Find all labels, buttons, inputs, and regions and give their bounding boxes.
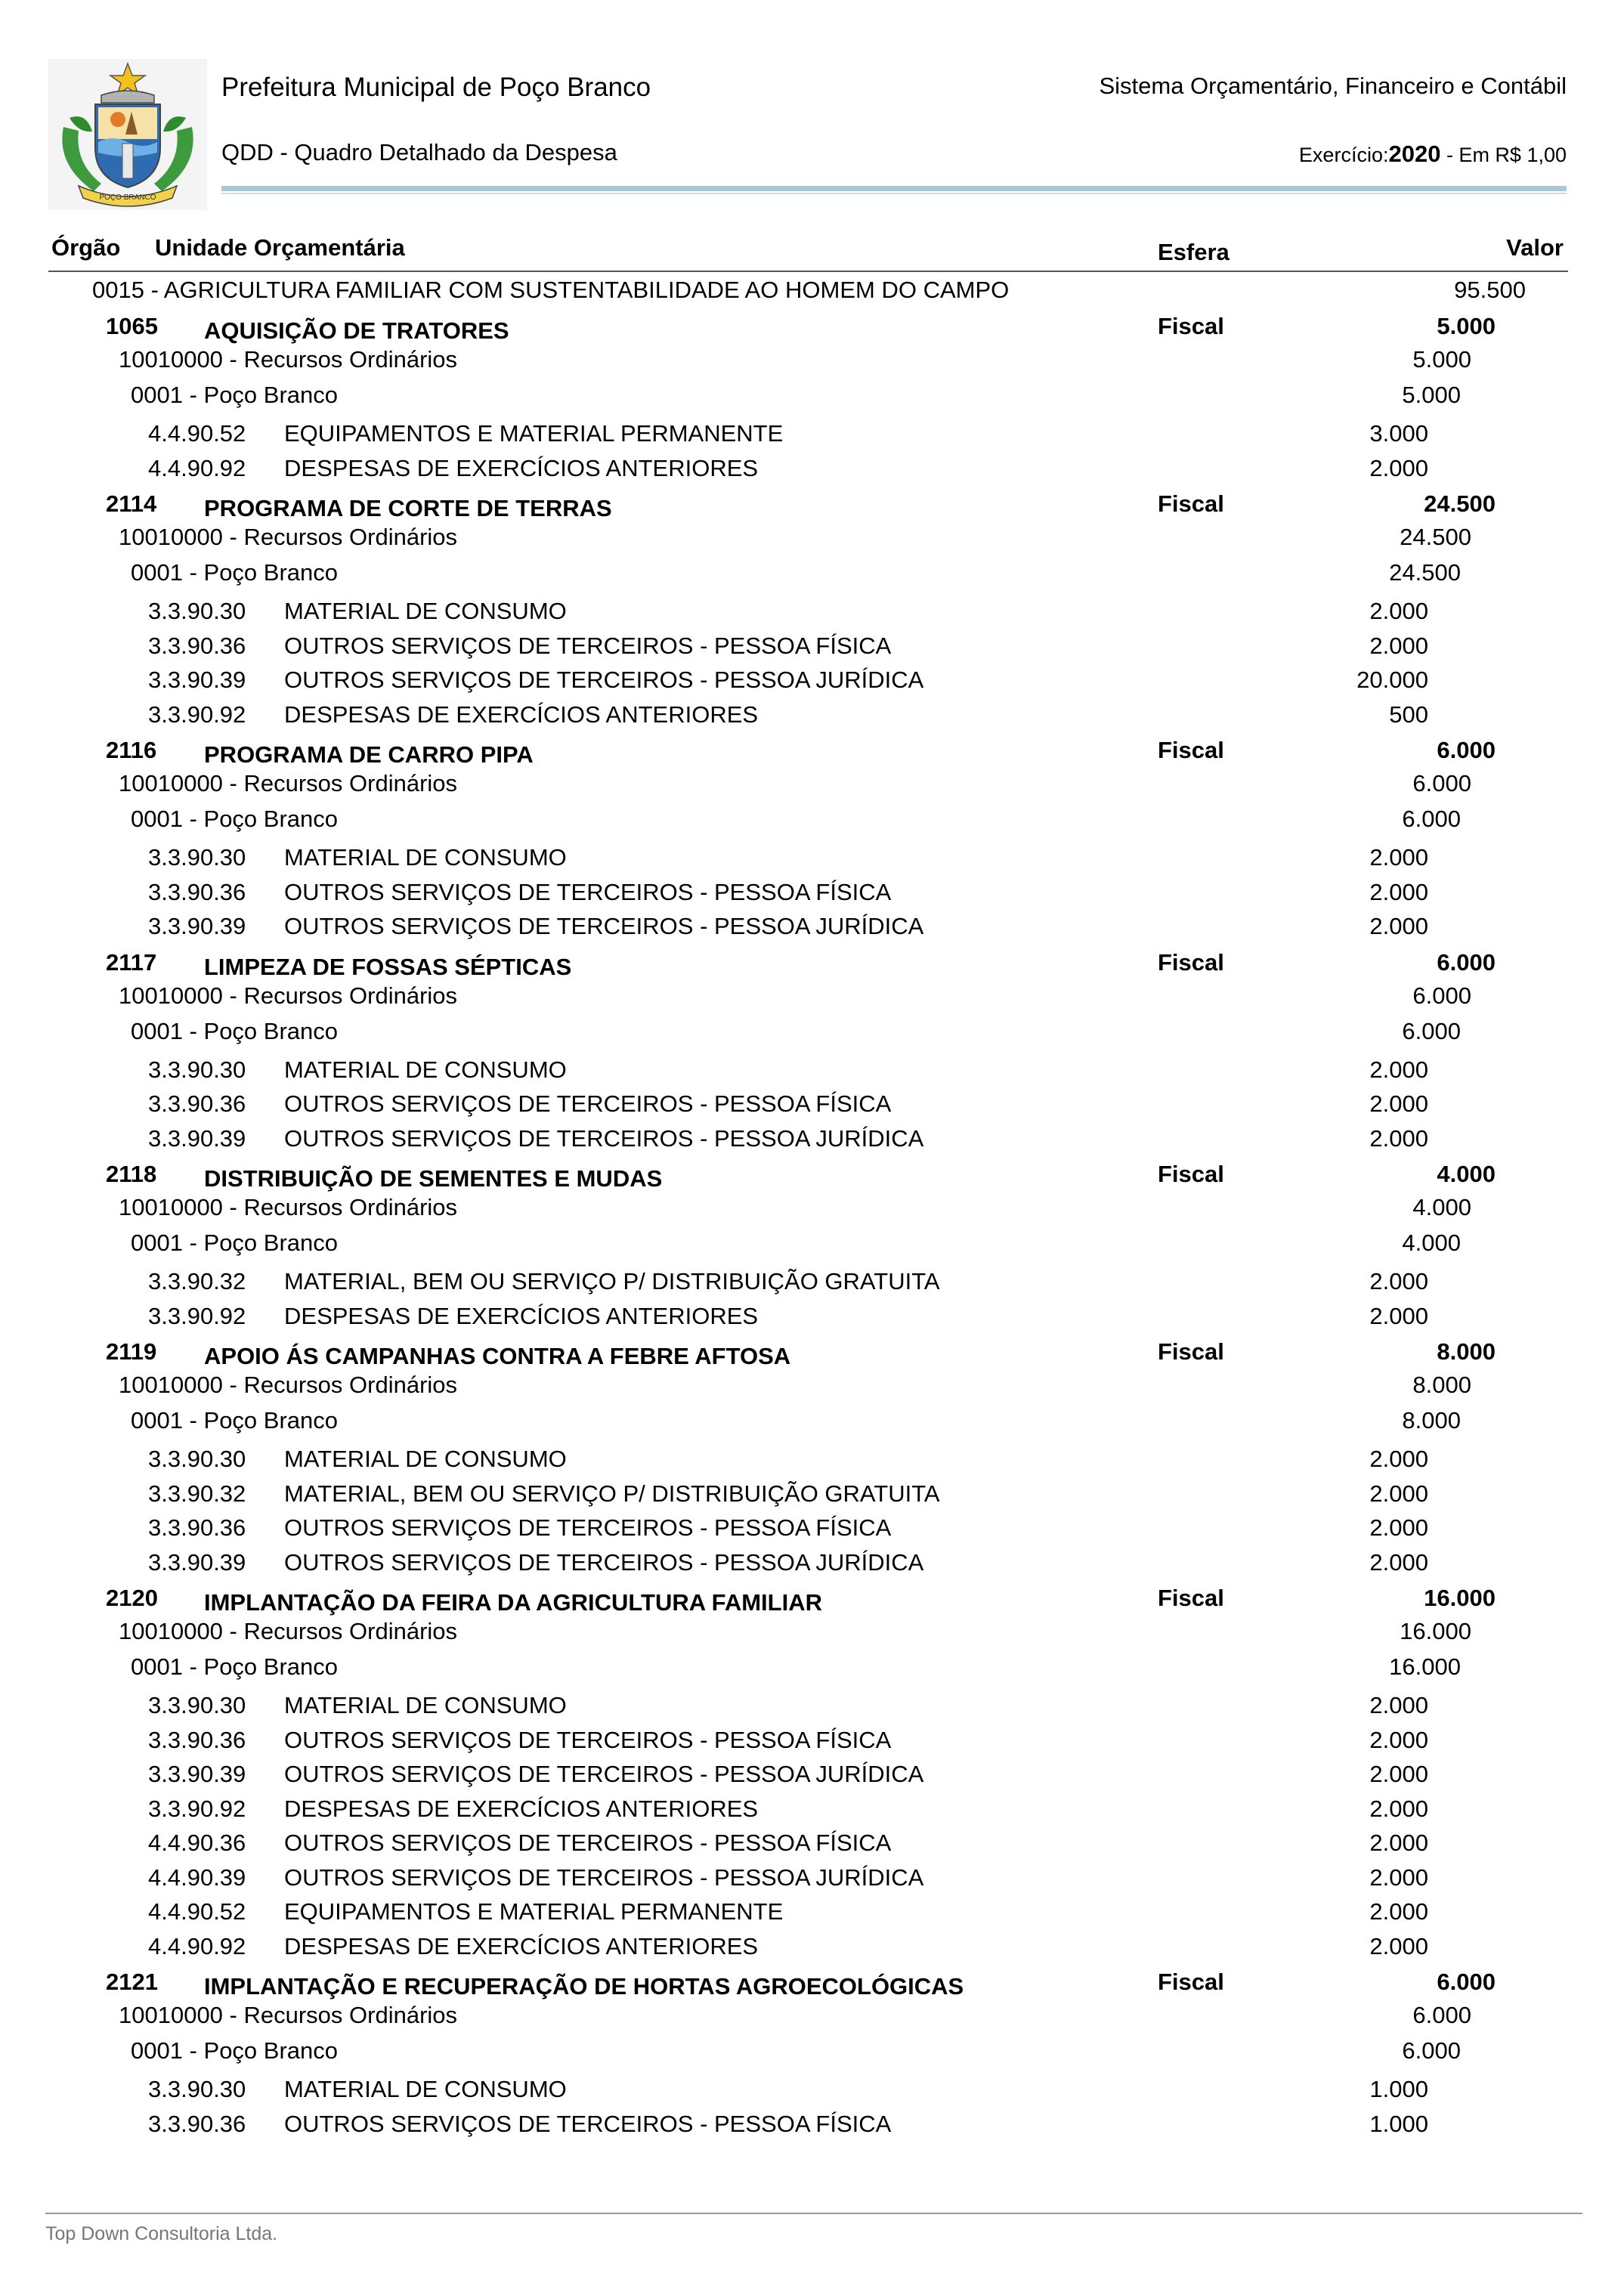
element-code: 4.4.90.52 <box>148 420 246 447</box>
currency-note: - Em R$ 1,00 <box>1440 144 1567 166</box>
element-name: MATERIAL, BEM OU SERVIÇO P/ DISTRIBUIÇÃO GRATUITA <box>284 1268 940 1294</box>
action-esfera: Fiscal <box>1158 490 1224 517</box>
fonte-value: 4.000 <box>1412 1194 1471 1220</box>
program-value: 95.500 <box>1454 277 1526 303</box>
unidade-value: 16.000 <box>1389 1653 1461 1680</box>
element-value: 2.000 <box>1369 1795 1428 1822</box>
unidade-row <box>0 1653 1624 1687</box>
element-row <box>0 1268 1624 1301</box>
program-label: 0015 - AGRICULTURA FAMILIAR COM SUSTENTABILIDADE AO HOMEM DO CAMPO <box>92 277 1010 303</box>
element-name: DESPESAS DE EXERCÍCIOS ANTERIORES <box>284 454 759 481</box>
element-value: 20.000 <box>1356 667 1428 693</box>
element-value: 3.000 <box>1369 420 1428 447</box>
report-title: QDD - Quadro Detalhado da Despesa <box>221 139 617 165</box>
element-row <box>0 598 1624 631</box>
element-code: 3.3.90.30 <box>148 844 246 871</box>
action-esfera: Fiscal <box>1158 1585 1224 1611</box>
action-row <box>0 1161 1624 1194</box>
element-row <box>0 420 1624 453</box>
unidade-value: 8.000 <box>1402 1407 1461 1434</box>
element-code: 3.3.90.39 <box>148 1761 246 1787</box>
element-value: 2.000 <box>1369 632 1428 659</box>
element-name: DESPESAS DE EXERCÍCIOS ANTERIORES <box>284 1795 759 1822</box>
element-name: MATERIAL DE CONSUMO <box>284 1692 567 1718</box>
program-row <box>0 277 1624 310</box>
fonte-label: 10010000 - Recursos Ordinários <box>119 982 458 1009</box>
unidade-label: 0001 - Poço Branco <box>131 1017 339 1044</box>
exercise-label: Exercício: <box>1298 144 1389 166</box>
action-row <box>0 1969 1624 2002</box>
element-code: 4.4.90.92 <box>148 454 246 481</box>
element-code: 3.3.90.32 <box>148 1480 246 1507</box>
element-code: 3.3.90.36 <box>148 1090 246 1117</box>
element-row <box>0 1933 1624 1966</box>
element-name: MATERIAL, BEM OU SERVIÇO P/ DISTRIBUIÇÃO GRATUITA <box>284 1480 940 1507</box>
unidade-value: 6.000 <box>1402 2037 1461 2064</box>
crest-ribbon-text: POÇO BRANCO <box>99 193 156 202</box>
element-row <box>0 913 1624 946</box>
element-name: MATERIAL DE CONSUMO <box>284 598 567 624</box>
element-row <box>0 1830 1624 1863</box>
element-value: 2.000 <box>1369 1932 1428 1959</box>
element-row <box>0 633 1624 666</box>
action-value: 4.000 <box>1437 1161 1496 1187</box>
action-code: 1065 <box>106 313 158 339</box>
exercise-year: 2020 <box>1388 141 1441 167</box>
element-name: DESPESAS DE EXERCÍCIOS ANTERIORES <box>284 701 759 728</box>
element-name: EQUIPAMENTOS E MATERIAL PERMANENTE <box>284 1898 784 1925</box>
action-code: 2117 <box>106 948 157 976</box>
element-name: OUTROS SERVIÇOS DE TERCEIROS - PESSOA FÍSICA <box>284 632 892 659</box>
municipal-crest-logo <box>48 59 207 210</box>
action-row <box>0 1338 1624 1372</box>
element-name: DESPESAS DE EXERCÍCIOS ANTERIORES <box>284 1932 759 1959</box>
element-row <box>0 1090 1624 1124</box>
element-code: 3.3.90.36 <box>148 878 246 905</box>
action-row <box>0 313 1624 346</box>
fonte-row <box>0 1372 1624 1405</box>
element-row <box>0 1480 1624 1514</box>
element-row <box>0 1692 1624 1725</box>
element-code: 3.3.90.36 <box>148 1726 246 1753</box>
fonte-row <box>0 2002 1624 2035</box>
action-value: 16.000 <box>1424 1585 1496 1611</box>
action-name: AQUISIÇÃO DE TRATORES <box>204 317 509 344</box>
unidade-row <box>0 1407 1624 1440</box>
header-rule <box>221 186 1567 191</box>
column-unidade: Unidade Orçamentária <box>155 234 405 261</box>
action-esfera: Fiscal <box>1158 1969 1224 1995</box>
unidade-row <box>0 559 1624 592</box>
action-esfera: Fiscal <box>1158 948 1224 976</box>
element-row <box>0 1514 1624 1548</box>
element-name: OUTROS SERVIÇOS DE TERCEIROS - PESSOA JURÍDICA <box>284 1124 924 1152</box>
element-name: MATERIAL DE CONSUMO <box>284 1056 567 1083</box>
element-value: 2.000 <box>1369 878 1428 905</box>
element-name: OUTROS SERVIÇOS DE TERCEIROS - PESSOA FÍSICA <box>284 878 892 905</box>
footer-rule <box>45 2213 1582 2214</box>
header-rule-shadow <box>221 193 1567 194</box>
fonte-label: 10010000 - Recursos Ordinários <box>119 770 458 796</box>
element-row <box>0 1303 1624 1336</box>
element-code: 3.3.90.39 <box>148 1548 246 1576</box>
element-row <box>0 1727 1624 1760</box>
element-code: 3.3.90.30 <box>148 598 246 624</box>
action-code: 2120 <box>106 1585 158 1611</box>
element-row <box>0 1549 1624 1582</box>
element-code: 3.3.90.92 <box>148 1795 246 1822</box>
unidade-row <box>0 1229 1624 1263</box>
element-value: 2.000 <box>1369 1302 1428 1329</box>
element-row <box>0 2111 1624 2144</box>
element-value: 1.000 <box>1369 2076 1428 2102</box>
unidade-label: 0001 - Poço Branco <box>131 806 339 832</box>
action-row <box>0 737 1624 770</box>
unidade-label: 0001 - Poço Branco <box>131 1407 339 1434</box>
element-value: 2.000 <box>1369 1548 1428 1576</box>
element-name: OUTROS SERVIÇOS DE TERCEIROS - PESSOA JURÍDICA <box>284 667 924 693</box>
element-code: 3.3.90.32 <box>148 1268 246 1294</box>
action-code: 2118 <box>106 1161 157 1187</box>
unidade-value: 24.500 <box>1389 559 1461 586</box>
element-code: 4.4.90.52 <box>148 1898 246 1925</box>
element-row <box>0 1125 1624 1158</box>
unidade-row <box>0 382 1624 415</box>
action-esfera: Fiscal <box>1158 313 1224 339</box>
element-code: 3.3.90.39 <box>148 667 246 693</box>
action-code: 2119 <box>106 1338 157 1365</box>
unidade-label: 0001 - Poço Branco <box>131 559 339 586</box>
fonte-label: 10010000 - Recursos Ordinários <box>119 1194 458 1220</box>
action-name: PROGRAMA DE CORTE DE TERRAS <box>204 495 612 521</box>
fonte-row <box>0 524 1624 557</box>
element-code: 3.3.90.30 <box>148 1446 246 1472</box>
action-esfera: Fiscal <box>1158 1338 1224 1365</box>
column-esfera: Esfera <box>1158 239 1230 265</box>
fonte-value: 8.000 <box>1412 1372 1471 1398</box>
action-name: IMPLANTAÇÃO E RECUPERAÇÃO DE HORTAS AGROECOLÓGICAS <box>204 1973 964 2000</box>
action-name: APOIO ÁS CAMPANHAS CONTRA A FEBRE AFTOSA <box>204 1343 791 1369</box>
fonte-label: 10010000 - Recursos Ordinários <box>119 1618 458 1644</box>
unidade-row <box>0 806 1624 839</box>
element-code: 3.3.90.39 <box>148 913 246 939</box>
element-value: 2.000 <box>1369 1830 1428 1856</box>
fonte-label: 10010000 - Recursos Ordinários <box>119 524 458 550</box>
element-name: OUTROS SERVIÇOS DE TERCEIROS - PESSOA JURÍDICA <box>284 1761 924 1787</box>
fonte-value: 6.000 <box>1412 770 1471 796</box>
element-row <box>0 1898 1624 1932</box>
unidade-label: 0001 - Poço Branco <box>131 382 339 408</box>
element-row <box>0 1446 1624 1479</box>
element-name: MATERIAL DE CONSUMO <box>284 2076 567 2102</box>
element-value: 2.000 <box>1369 598 1428 624</box>
element-value: 2.000 <box>1369 1864 1428 1891</box>
element-value: 2.000 <box>1369 1692 1428 1718</box>
element-value: 2.000 <box>1369 1726 1428 1753</box>
action-row <box>0 949 1624 982</box>
unidade-value: 4.000 <box>1402 1229 1461 1256</box>
element-name: DESPESAS DE EXERCÍCIOS ANTERIORES <box>284 1302 759 1329</box>
element-value: 2.000 <box>1369 1480 1428 1507</box>
unidade-value: 6.000 <box>1402 1017 1461 1044</box>
fonte-row <box>0 346 1624 379</box>
unidade-row <box>0 1018 1624 1051</box>
action-esfera: Fiscal <box>1158 737 1224 763</box>
exercise-info <box>1299 141 1567 168</box>
element-name: OUTROS SERVIÇOS DE TERCEIROS - PESSOA JURÍDICA <box>284 1548 924 1576</box>
fonte-label: 10010000 - Recursos Ordinários <box>119 2002 458 2028</box>
system-name: Sistema Orçamentário, Financeiro e Contábil <box>1099 73 1567 99</box>
action-value: 24.500 <box>1424 490 1496 517</box>
element-value: 2.000 <box>1369 1056 1428 1083</box>
fonte-value: 6.000 <box>1412 2002 1471 2028</box>
fonte-row <box>0 1194 1624 1227</box>
action-code: 2116 <box>106 737 157 763</box>
element-value: 2.000 <box>1369 1268 1428 1294</box>
fonte-row <box>0 770 1624 803</box>
action-name: IMPLANTAÇÃO DA FEIRA DA AGRICULTURA FAMILIAR <box>204 1589 822 1616</box>
element-row <box>0 1761 1624 1794</box>
action-value: 6.000 <box>1437 737 1496 763</box>
element-value: 2.000 <box>1369 913 1428 939</box>
element-name: MATERIAL DE CONSUMO <box>284 844 567 871</box>
element-value: 2.000 <box>1369 1898 1428 1925</box>
element-name: EQUIPAMENTOS E MATERIAL PERMANENTE <box>284 420 784 447</box>
element-row <box>0 2076 1624 2109</box>
action-value: 5.000 <box>1437 313 1496 339</box>
element-name: OUTROS SERVIÇOS DE TERCEIROS - PESSOA FÍSICA <box>284 1514 892 1541</box>
element-code: 4.4.90.36 <box>148 1830 246 1856</box>
element-code: 3.3.90.30 <box>148 2076 246 2102</box>
element-name: OUTROS SERVIÇOS DE TERCEIROS - PESSOA JURÍDICA <box>284 1864 924 1891</box>
element-code: 3.3.90.92 <box>148 1302 246 1329</box>
element-code: 3.3.90.92 <box>148 701 246 728</box>
element-name: OUTROS SERVIÇOS DE TERCEIROS - PESSOA JURÍDICA <box>284 913 924 939</box>
column-orgao: Órgão <box>51 234 121 261</box>
fonte-value: 5.000 <box>1412 346 1471 373</box>
action-value: 6.000 <box>1437 948 1496 976</box>
column-valor: Valor <box>1506 234 1564 261</box>
action-name: PROGRAMA DE CARRO PIPA <box>204 741 534 768</box>
fonte-value: 24.500 <box>1400 524 1471 550</box>
column-header-rule <box>48 271 1568 272</box>
fonte-row <box>0 982 1624 1016</box>
element-code: 3.3.90.30 <box>148 1056 246 1083</box>
element-row <box>0 879 1624 912</box>
element-value: 2.000 <box>1369 1090 1428 1117</box>
element-row <box>0 1795 1624 1829</box>
unidade-label: 0001 - Poço Branco <box>131 1229 339 1256</box>
element-row <box>0 667 1624 700</box>
unidade-row <box>0 2037 1624 2071</box>
unidade-value: 5.000 <box>1402 382 1461 408</box>
element-value: 2.000 <box>1369 1124 1428 1152</box>
element-value: 2.000 <box>1369 1514 1428 1541</box>
action-esfera: Fiscal <box>1158 1161 1224 1187</box>
element-value: 1.000 <box>1369 2110 1428 2137</box>
element-value: 2.000 <box>1369 1446 1428 1472</box>
action-value: 8.000 <box>1437 1338 1496 1365</box>
element-code: 3.3.90.36 <box>148 2110 246 2137</box>
element-value: 2.000 <box>1369 454 1428 481</box>
element-name: OUTROS SERVIÇOS DE TERCEIROS - PESSOA FÍSICA <box>284 2110 892 2137</box>
element-code: 3.3.90.36 <box>148 1514 246 1541</box>
action-name: DISTRIBUIÇÃO DE SEMENTES E MUDAS <box>204 1165 663 1192</box>
element-name: OUTROS SERVIÇOS DE TERCEIROS - PESSOA FÍSICA <box>284 1090 892 1117</box>
municipality-name: Prefeitura Municipal de Poço Branco <box>221 73 651 102</box>
unidade-value: 6.000 <box>1402 806 1461 832</box>
element-value: 500 <box>1389 701 1428 728</box>
element-code: 3.3.90.30 <box>148 1692 246 1718</box>
element-row <box>0 1864 1624 1898</box>
fonte-label: 10010000 - Recursos Ordinários <box>119 1372 458 1398</box>
element-value: 2.000 <box>1369 844 1428 871</box>
element-row <box>0 455 1624 488</box>
action-row <box>0 490 1624 524</box>
action-code: 2114 <box>106 490 157 517</box>
element-row <box>0 1056 1624 1090</box>
action-row <box>0 1585 1624 1618</box>
fonte-value: 6.000 <box>1412 982 1471 1009</box>
element-row <box>0 844 1624 877</box>
footer-company: Top Down Consultoria Ltda. <box>45 2223 278 2244</box>
unidade-label: 0001 - Poço Branco <box>131 2037 339 2064</box>
element-code: 3.3.90.39 <box>148 1124 246 1152</box>
action-value: 6.000 <box>1437 1969 1496 1995</box>
unidade-label: 0001 - Poço Branco <box>131 1653 339 1680</box>
element-name: OUTROS SERVIÇOS DE TERCEIROS - PESSOA FÍSICA <box>284 1726 892 1753</box>
action-code: 2121 <box>106 1969 158 1995</box>
fonte-row <box>0 1618 1624 1651</box>
fonte-label: 10010000 - Recursos Ordinários <box>119 346 458 373</box>
action-name: LIMPEZA DE FOSSAS SÉPTICAS <box>204 953 572 980</box>
element-row <box>0 701 1624 735</box>
element-value: 2.000 <box>1369 1761 1428 1787</box>
element-name: OUTROS SERVIÇOS DE TERCEIROS - PESSOA FÍSICA <box>284 1830 892 1856</box>
element-code: 3.3.90.36 <box>148 632 246 659</box>
element-name: MATERIAL DE CONSUMO <box>284 1446 567 1472</box>
element-code: 4.4.90.39 <box>148 1864 246 1891</box>
element-code: 4.4.90.92 <box>148 1932 246 1959</box>
fonte-value: 16.000 <box>1400 1618 1471 1644</box>
